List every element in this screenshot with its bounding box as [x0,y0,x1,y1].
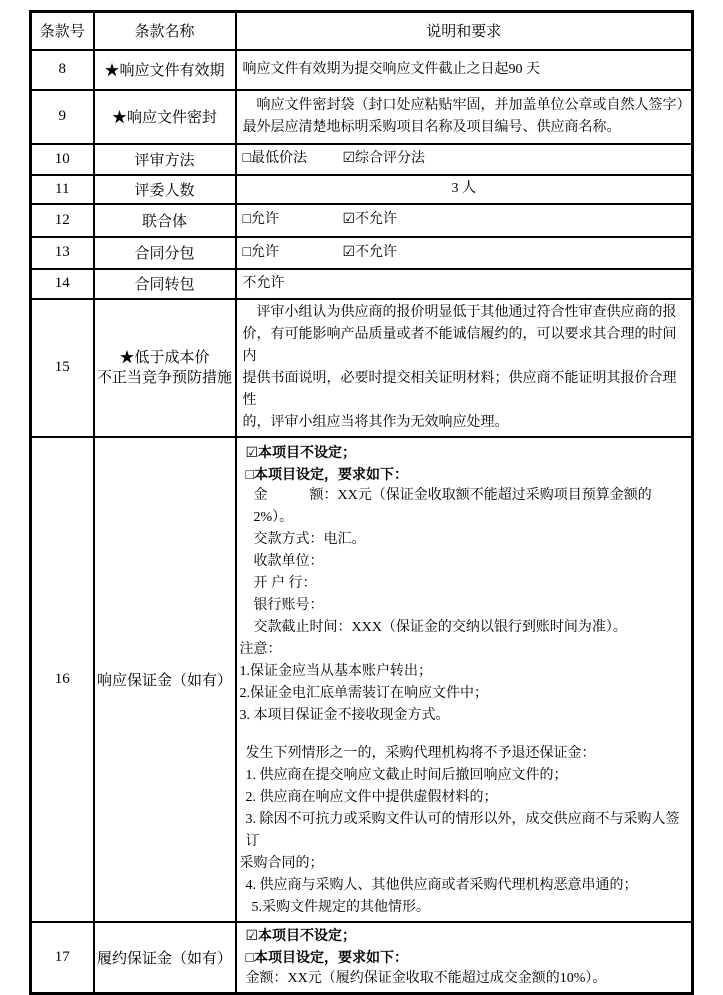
clause-name: 合同转包 [94,269,236,299]
clause-name: 联合体 [94,204,236,237]
clause-desc [236,237,693,269]
clause-no: 15 [31,299,94,437]
clause-name: ★响应文件有效期 [94,50,236,90]
table-row-12 [31,204,693,237]
desc-line: 评审小组认为供应商的报价明显低于其他通过符合性审查供应商的报 [256,304,677,320]
table-row-9 [31,90,693,144]
option-unchecked: □允许 [242,244,279,260]
table-header-row [31,12,693,50]
table-row-13 [31,237,693,269]
clause-name: 评委人数 [94,175,236,204]
clause-name: ★响应文件密封 [94,90,236,144]
desc-line: 1. 供应商在提交响应文截止时间后撤回响应文件的； [245,767,568,783]
desc-line: 响应文件密封袋（封口处应粘贴牢固，并加盖单位公章或自然人签字） [256,97,691,113]
clause-no: 12 [31,204,94,237]
clause-name: 评审方法 [94,144,236,175]
desc-line: 3. 除因不可抗力或采购文件认可的情形以外，成交供应商不与采购人签订 [245,811,680,849]
option-checked: ☑不允许 [342,244,398,260]
desc-line: 金额：XX元（履约保证金收取不能超过成交金额的10%）。 [245,970,607,986]
desc-line: 最外层应清楚地标明采购项目名称及项目编号、供应商名称。 [242,119,621,135]
clause-desc [236,144,693,175]
desc-line: 交款截止时间：XXX（保证金的交纳以银行到账时间为准）。 [253,619,627,635]
clause-name: 履约保证金（如有） [94,922,236,994]
option-line-unchecked: □本项目设定，要求如下： [245,465,408,482]
clause-desc: 3 人 [236,175,693,204]
clause-no: 11 [31,175,94,204]
clause-desc [236,922,693,994]
desc-line: 金 额：XX元（保证金收取额不能超过采购项目预算金额的2%）。 [253,487,652,525]
desc-line: 价，有可能影响产品质量或者不能诚信履约的，可以要求其合理的时间内 [242,326,677,364]
option-checked: ☑不允许 [342,212,398,227]
table-row-8 [31,50,693,90]
desc-line: 交款方式：电汇。 [253,531,366,547]
clause-no: 13 [31,237,94,269]
desc-line: 注意： [239,641,282,657]
option-unchecked: □最低价法 [242,151,307,166]
desc-line: 3. 本项目保证金不接收现金方式。 [239,707,450,723]
desc-line: 开 户 行： [253,575,317,591]
clause-desc [236,204,693,237]
option-checked: ☑综合评分法 [342,151,426,166]
clause-name-line: 不正当竞争预防措施 [96,369,232,386]
option-unchecked: □允许 [242,212,279,227]
desc-line: 4. 供应商与采购人、其他供应商或者采购代理机构恶意串通的； [245,877,638,893]
option-line-checked: ☑本项目不设定； [245,443,357,460]
option-line-checked: ☑本项目不设定； [245,926,357,943]
table-row-14 [31,269,693,299]
desc-line: 提供书面说明，必要时提交相关证明材料；供应商不能证明其报价合理性 [242,370,677,408]
desc-line: 1.保证金应当从基本账户转出； [239,663,432,679]
header-clause-name: 条款名称 [94,12,236,50]
desc-line: 采购合同的； [239,855,324,871]
clause-no: 17 [31,922,94,994]
desc-line: 5.采购文件规定的其他情形。 [251,899,430,915]
table-row-10 [31,144,693,175]
clause-desc [236,299,693,437]
clause-desc: 不允许 [236,269,693,299]
clause-desc [236,437,693,922]
clause-desc [236,90,693,144]
clause-no: 14 [31,269,94,299]
clauses-table [29,10,694,995]
option-line-unchecked: □本项目设定，要求如下： [245,948,408,965]
clause-name-line: ★低于成本价 [119,349,210,366]
clause-no: 9 [31,90,94,144]
desc-line: 的，评审小组应当将其作为无效响应处理。 [242,414,509,430]
clause-name: 响应保证金（如有） [94,437,236,922]
desc-line: 发生下列情形之一的，采购代理机构将不予退还保证金： [245,745,596,761]
desc-line: 2.保证金电汇底单需装订在响应文件中； [239,685,488,701]
clause-no: 8 [31,50,94,90]
table-row-16 [31,437,693,922]
table-row-17 [31,922,693,994]
clause-no: 16 [31,437,94,922]
desc-line: 银行账号： [253,597,324,613]
header-description: 说明和要求 [236,12,693,50]
table-row-11 [31,175,693,204]
table-row-15 [31,299,693,437]
clause-no: 10 [31,144,94,175]
clause-name: 合同分包 [94,237,236,269]
clause-name [94,299,236,437]
clause-desc: 响应文件有效期为提交响应文件截止之日起90 天 [236,50,693,90]
header-clause-no: 条款号 [31,12,94,50]
desc-line: 2. 供应商在响应文件中提供虚假材料的； [245,789,498,805]
desc-line: 收款单位： [253,553,324,569]
